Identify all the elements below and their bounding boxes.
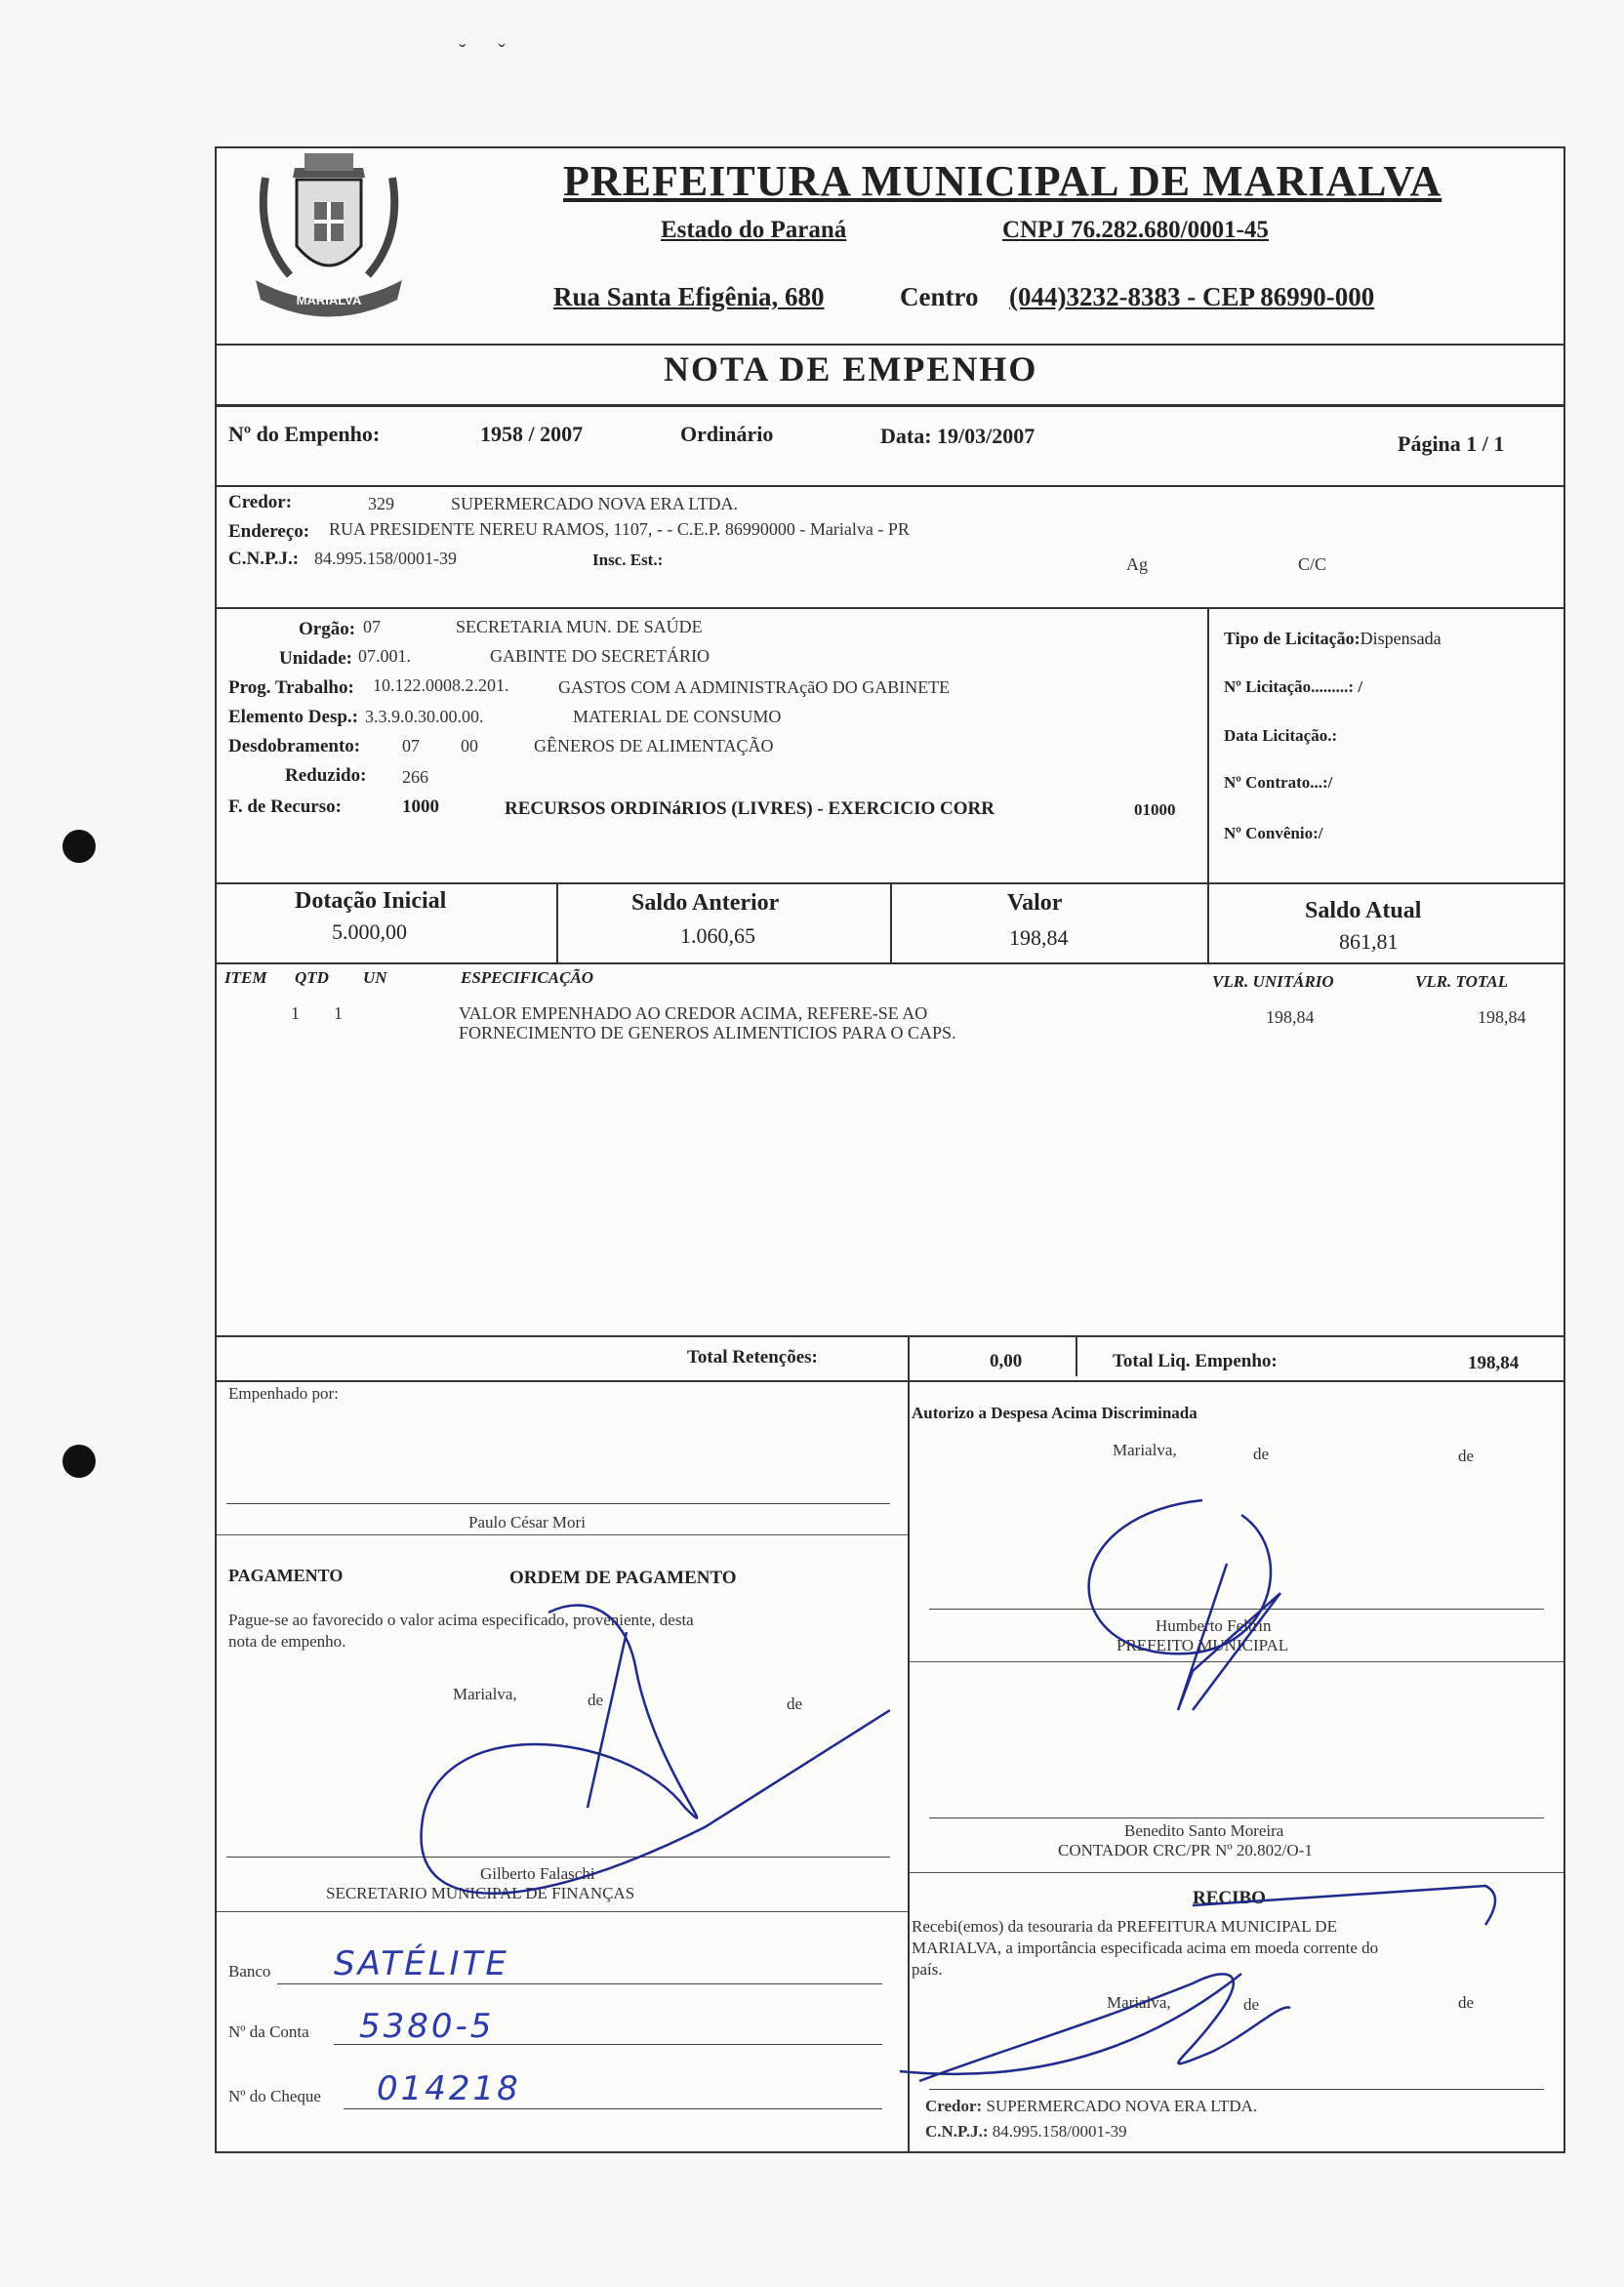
unidade-name: GABINTE DO SECRETÁRIO — [490, 646, 710, 666]
page-mark: ˘ ˇ — [459, 39, 506, 63]
prog-label: Prog. Trabalho: — [228, 677, 354, 698]
address-label: Endereço: — [228, 521, 310, 542]
pagamento-place: Marialva, — [453, 1685, 517, 1703]
unidade-label: Unidade: — [279, 648, 352, 669]
num-contrato: Nº Contrato...:/ — [1224, 773, 1333, 792]
accountant-name: Benedito Santo Moreira — [1124, 1821, 1284, 1840]
recurso-sub: 01000 — [1134, 800, 1176, 819]
retencoes-value: 0,00 — [990, 1351, 1023, 1371]
elemento-name: MATERIAL DE CONSUMO — [573, 707, 782, 726]
dotacao-inicial-label: Dotação Inicial — [295, 888, 447, 914]
credor-name: SUPERMERCADO NOVA ERA LTDA. — [451, 494, 739, 513]
data-licitacao: Data Licitação.: — [1224, 726, 1338, 745]
empenho-type: Ordinário — [680, 422, 774, 446]
row-item: 1 — [291, 1003, 300, 1023]
recibo-place: Marialva, — [1107, 1993, 1171, 2012]
empenho-number: 1958 / 2007 — [480, 422, 584, 446]
reduzido-label: Reduzido: — [285, 765, 367, 786]
page-number: Página 1 / 1 — [1398, 431, 1505, 456]
recibo-cnpj-label: C.N.P.J.: — [925, 2122, 989, 2141]
tipo-licitacao-value: Dispensada — [1360, 629, 1441, 648]
empenho-date: Data: 19/03/2007 — [880, 424, 1035, 448]
cheque-value: 014218 — [377, 2069, 521, 2108]
row-unit: 198,84 — [1266, 1007, 1315, 1027]
mayor-name: Humberto Feltrin — [1156, 1616, 1272, 1635]
recibo-text2: MARIALVA, a importância especificada acima em moeda corrente do — [912, 1939, 1379, 1957]
conta-label: Nº da Conta — [228, 2022, 309, 2041]
prog-name: GASTOS COM A ADMINISTRAçãO DO GABINETE — [558, 677, 951, 697]
empenhado-name: Paulo César Mori — [468, 1513, 586, 1531]
recibo-cnpj: 84.995.158/0001-39 — [992, 2122, 1127, 2141]
recibo-de2: de — [1458, 1993, 1475, 2012]
recibo-de1: de — [1243, 1995, 1260, 2014]
col-qtd: QTD — [295, 968, 329, 987]
saldo-atual-label: Saldo Atual — [1305, 898, 1422, 923]
conta-value: 5380-5 — [359, 2007, 495, 2046]
saldo-anterior-value: 1.060,65 — [680, 923, 755, 948]
state-name: Estado do Paraná — [661, 217, 847, 243]
credor-label: Credor: — [228, 492, 293, 512]
autorizo-de2: de — [1458, 1447, 1475, 1465]
total-liq-value: 198,84 — [1468, 1353, 1520, 1373]
valor-label: Valor — [1007, 890, 1063, 916]
retencoes-label: Total Retenções: — [687, 1347, 818, 1368]
pagamento-de1: de — [588, 1691, 604, 1709]
elemento-label: Elemento Desp.: — [228, 707, 358, 727]
org-cnpj: CNPJ 76.282.680/0001-45 — [1002, 217, 1269, 243]
insc-est-label: Insc. Est.: — [592, 551, 664, 569]
prog-code: 10.122.0008.2.201. — [373, 675, 509, 695]
recibo-title: RECIBO — [1193, 1888, 1266, 1908]
pagamento-label: PAGAMENTO — [228, 1566, 344, 1585]
total-liq-label: Total Liq. Empenho: — [1113, 1351, 1278, 1371]
unidade-code: 07.001. — [358, 646, 411, 666]
col-vlr-total: VLR. TOTAL — [1415, 972, 1509, 991]
pagamento-text2: nota de empenho. — [228, 1632, 346, 1651]
org-name: PREFEITURA MUNICIPAL DE MARIALVA — [563, 157, 1442, 205]
num-convenio: Nº Convênio:/ — [1224, 824, 1323, 842]
recurso-label: F. de Recurso: — [228, 796, 342, 817]
desdobramento-a: 07 — [402, 736, 420, 756]
recibo-signature — [900, 1886, 1495, 2081]
finance-signer: Gilberto Falaschi — [480, 1864, 595, 1883]
col-item-header: ITEM — [224, 968, 267, 987]
saldo-atual-value: 861,81 — [1339, 929, 1399, 954]
credor-cnpj-label: C.N.P.J.: — [228, 549, 300, 569]
orgao-code: 07 — [363, 617, 381, 636]
org-district: Centro — [900, 282, 979, 311]
recibo-credor-name: SUPERMERCADO NOVA ERA LTDA. — [986, 2097, 1258, 2115]
recibo-text3: país. — [912, 1960, 943, 1979]
accountant-title: CONTADOR CRC/PR Nº 20.802/O-1 — [1058, 1841, 1313, 1859]
credor-code: 329 — [368, 494, 394, 513]
row-total: 198,84 — [1478, 1007, 1526, 1027]
elemento-code: 3.3.9.0.30.00.00. — [365, 707, 484, 726]
reduzido-value: 266 — [402, 767, 428, 787]
recurso-code: 1000 — [402, 796, 439, 817]
mayor-title: PREFEITO MUNICIPAL — [1116, 1636, 1289, 1654]
desdobramento-b: 00 — [461, 736, 478, 756]
recurso-name: RECURSOS ORDINáRIOS (LIVRES) - EXERCICIO CORR — [505, 798, 995, 819]
finance-title: SECRETARIO MUNICIPAL DE FINANÇAS — [326, 1884, 635, 1902]
credor-address: RUA PRESIDENTE NEREU RAMOS, 1107, - - C.E.P. 86990000 - Marialva - PR — [329, 519, 910, 539]
banco-label: Banco — [228, 1962, 271, 1981]
recibo-credor-label: Credor: — [925, 2097, 983, 2115]
col-especificacao: ESPECIFICAÇÃO — [461, 968, 594, 987]
num-licitacao: Nº Licitação.........: / — [1224, 677, 1363, 696]
document-title: NOTA DE EMPENHO — [664, 349, 1038, 388]
saldo-anterior-label: Saldo Anterior — [631, 890, 780, 916]
credor-cnpj: 84.995.158/0001-39 — [314, 549, 457, 568]
valor-value: 198,84 — [1009, 925, 1069, 950]
col-vlr-unitario: VLR. UNITÁRIO — [1212, 972, 1334, 991]
tipo-licitacao-label: Tipo de Licitação: — [1224, 629, 1360, 648]
punch-hole-bottom — [62, 1445, 96, 1478]
pagamento-de2: de — [787, 1695, 803, 1713]
cheque-label: Nº do Cheque — [228, 2087, 321, 2105]
crest-text: MARIALVA — [296, 293, 362, 307]
empenho-label: Nº do Empenho: — [228, 422, 381, 446]
agency-label: Ag — [1126, 554, 1148, 574]
desdobramento-label: Desdobramento: — [228, 736, 361, 756]
ordem-pagamento-title: ORDEM DE PAGAMENTO — [509, 1568, 737, 1588]
row-desc-line2: FORNECIMENTO DE GENEROS ALIMENTICIOS PARA O CAPS. — [459, 1023, 956, 1042]
row-qtd: 1 — [334, 1003, 343, 1023]
empenhado-label: Empenhado por: — [228, 1384, 339, 1403]
col-un: UN — [363, 968, 387, 987]
finance-signature — [421, 1606, 890, 1894]
desdobramento-name: GÊNEROS DE ALIMENTAÇÃO — [534, 736, 774, 756]
pagamento-text1: Pague-se ao favorecido o valor acima especificado, proveniente, desta — [228, 1611, 694, 1629]
org-street: Rua Santa Efigênia, 680 — [553, 282, 825, 311]
orgao-name: SECRETARIA MUN. DE SAÚDE — [456, 617, 703, 636]
handwritten-signatures — [217, 148, 1563, 2151]
nota-de-empenho-form — [215, 146, 1565, 2153]
autorizo-de1: de — [1253, 1445, 1270, 1463]
mayor-signature — [1089, 1500, 1280, 1710]
recibo-text1: Recebi(emos) da tesouraria da PREFEITURA MUNICIPAL DE — [912, 1917, 1337, 1936]
row-desc-line1: VALOR EMPENHADO AO CREDOR ACIMA, REFERE-SE AO — [459, 1003, 928, 1023]
dotacao-inicial-value: 5.000,00 — [332, 919, 407, 944]
org-phone-cep: (044)3232-8383 - CEP 86990-000 — [1009, 282, 1375, 311]
orgao-label: Orgão: — [299, 619, 356, 639]
banco-value: SATÉLITE — [334, 1944, 509, 1983]
account-label: C/C — [1298, 554, 1327, 574]
punch-hole-top — [62, 830, 96, 863]
autorizo-label: Autorizo a Despesa Acima Discriminada — [912, 1404, 1198, 1422]
autorizo-place: Marialva, — [1113, 1441, 1177, 1459]
